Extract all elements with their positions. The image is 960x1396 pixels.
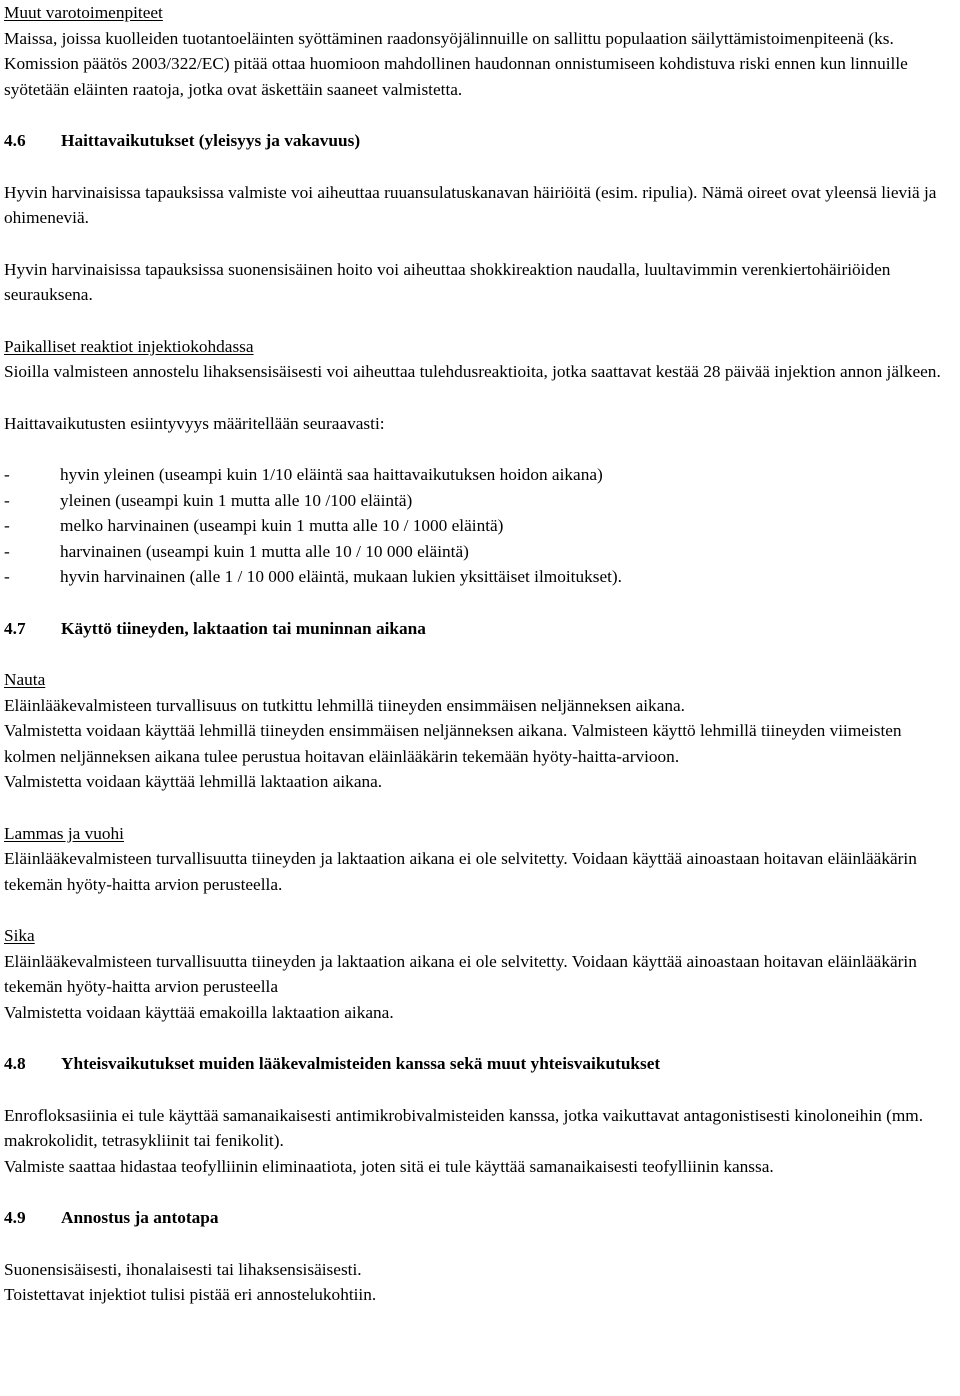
list-item: - harvinainen (useampi kuin 1 mutta alle 10 / 10 000 eläintä) [4,539,954,565]
section-4-9-number: 4.9 [4,1208,26,1227]
section-4-6-paragraph-2: Hyvin harvinaisissa tapauksissa suonensisäinen hoito voi aiheuttaa shokkireaktion naudalla, luultavimmin verenkiertohäiriöiden seurauksena. [4,259,891,304]
list-item: - hyvin yleinen (useampi kuin 1/10 eläintä saa haittavaikutuksen hoidon aikana) [4,462,954,488]
section-4-9-line-1: Suonensisäisesti, ihonalaisesti tai lihaksensisäisesti. [4,1259,362,1279]
section-4-6 [4,128,954,590]
section-4-7 [4,616,954,1026]
section-4-7-number: 4.7 [4,618,26,638]
frequency-item-text: harvinainen (useampi kuin 1 mutta alle 10 / 10 000 eläintä) [60,541,469,561]
list-item: - yleinen (useampi kuin 1 mutta alle 10 /100 eläintä) [4,488,954,514]
section-4-6-paragraph-1: Hyvin harvinaisissa tapauksissa valmiste voi aiheuttaa ruuansulatuskanavan häiriöitä (esim. ripulia). Nämä oireet ovat yleensä lieviä ja ohimeneviä. [4,182,937,227]
frequency-list [4,462,954,590]
cattle-line-3: Valmistetta voidaan käyttää lehmillä laktaation aikana. [4,772,383,791]
section-4-6-title: Haittavaikutukset (yleisyys ja vakavuus) [61,131,361,150]
section-4-8-number: 4.8 [4,1054,26,1073]
frequency-item-text: melko harvinainen (useampi kuin 1 mutta alle 10 / 1000 eläintä) [60,516,504,535]
section-4-9 [4,1205,954,1308]
section-4-8-heading [4,1051,954,1077]
local-reactions-heading: Paikalliset reaktiot injektiokohdassa [4,336,254,356]
sheep-goat-heading: Lammas ja vuohi [4,823,124,843]
frequency-intro: Haittavaikutusten esiintyvyys määritellään seuraavasti: [4,413,385,433]
section-4-7-title: Käyttö tiineyden, laktaation tai muninnan aikana [61,618,426,638]
frequency-item-text: hyvin harvinainen (alle 1 / 10 000 eläintä, mukaan lukien yksittäiset ilmoitukset). [60,567,622,586]
pig-line-2: Valmistetta voidaan käyttää emakoilla laktaation aikana. [4,1002,394,1022]
section-4-8-paragraph-1: Enrofloksasiinia ei tule käyttää samanaikaisesti antimikrobivalmisteiden kanssa, jotka vaikuttavat antagonistisesti kinoloneihin (mm. makrokolidit, tetrasykliinit tai fenikolit). [4,1105,924,1150]
section-4-9-title: Annostus ja antotapa [61,1208,219,1227]
list-item: - hyvin harvinainen (alle 1 / 10 000 eläintä, mukaan lukien yksittäiset ilmoitukset). [4,564,954,590]
section-4-6-paragraph-3: Sioilla valmisteen annostelu lihaksensisäisesti voi aiheuttaa tulehdusreaktioita, jotka saattavat kestää 28 päivää injektion annon jälkeen. [4,362,941,381]
section-4-8 [4,1051,954,1179]
cattle-heading: Nauta [4,670,46,689]
section-4-6-number: 4.6 [4,131,26,150]
section-4-8-title: Yhteisvaikutukset muiden lääkevalmisteiden kanssa sekä muut yhteisvaikutukset [61,1054,661,1073]
pig-heading: Sika [4,926,35,945]
pig-line-1: Eläinlääkevalmisteen turvallisuutta tiineyden ja laktaation aikana ei ole selvitetty. Voidaan käyttää ainoastaan hoitavan eläinlääkärin tekemän hyöty-haitta arvion perusteella [4,951,917,996]
section-4-8-paragraph-2: Valmiste saattaa hidastaa teofylliinin eliminaatiota, joten sitä ei tule käyttää samanaikaisesti teofylliinin kanssa. [4,1156,774,1176]
list-item: - melko harvinainen (useampi kuin 1 mutta alle 10 / 1000 eläintä) [4,513,954,539]
cattle-line-1: Eläinlääkevalmisteen turvallisuus on tutkittu lehmillä tiineyden ensimmäisen neljänneksen aikana. [4,695,685,715]
section-4-6-heading [4,128,954,154]
section-4-7-heading [4,616,954,642]
other-precautions-text: Maissa, joissa kuolleiden tuotantoeläinten syöttäminen raadonsyöjälinnuille on sallittu populaation säilyttämistoimenpiteenä (ks. Komission päätös 2003/322/EC) pitää ottaa huomioon mahdollinen haudonnan onnistumiseen kohdistuva riski ennen kun linnuille syötetään eläinten raatoja, jotka ovat äskettäin saaneet valmistetta. [4,28,908,99]
cattle-line-2: Valmistetta voidaan käyttää lehmillä tiineyden ensimmäisen neljänneksen aikana. Valmisteen käyttö lehmillä tiineyden viimeisten kolmen neljänneksen aikana tulee perustua hoitavan eläinlääkärin tekemään hyöty-haitta-arvioon. [4,721,902,766]
other-precautions-heading: Muut varotoimenpiteet [4,3,163,22]
other-precautions-section [4,0,954,102]
frequency-item-text: hyvin yleinen (useampi kuin 1/10 eläintä saa haittavaikutuksen hoidon aikana) [60,465,603,484]
sheep-goat-text: Eläinlääkevalmisteen turvallisuutta tiineyden ja laktaation aikana ei ole selvitetty. Voidaan käyttää ainoastaan hoitavan eläinlääkärin tekemän hyöty-haitta arvion perusteella. [4,849,917,894]
section-4-9-line-2: Toistettavat injektiot tulisi pistää eri annostelukohtiin. [4,1285,377,1304]
section-4-9-heading [4,1205,954,1231]
frequency-item-text: yleinen (useampi kuin 1 mutta alle 10 /100 eläintä) [60,490,413,510]
